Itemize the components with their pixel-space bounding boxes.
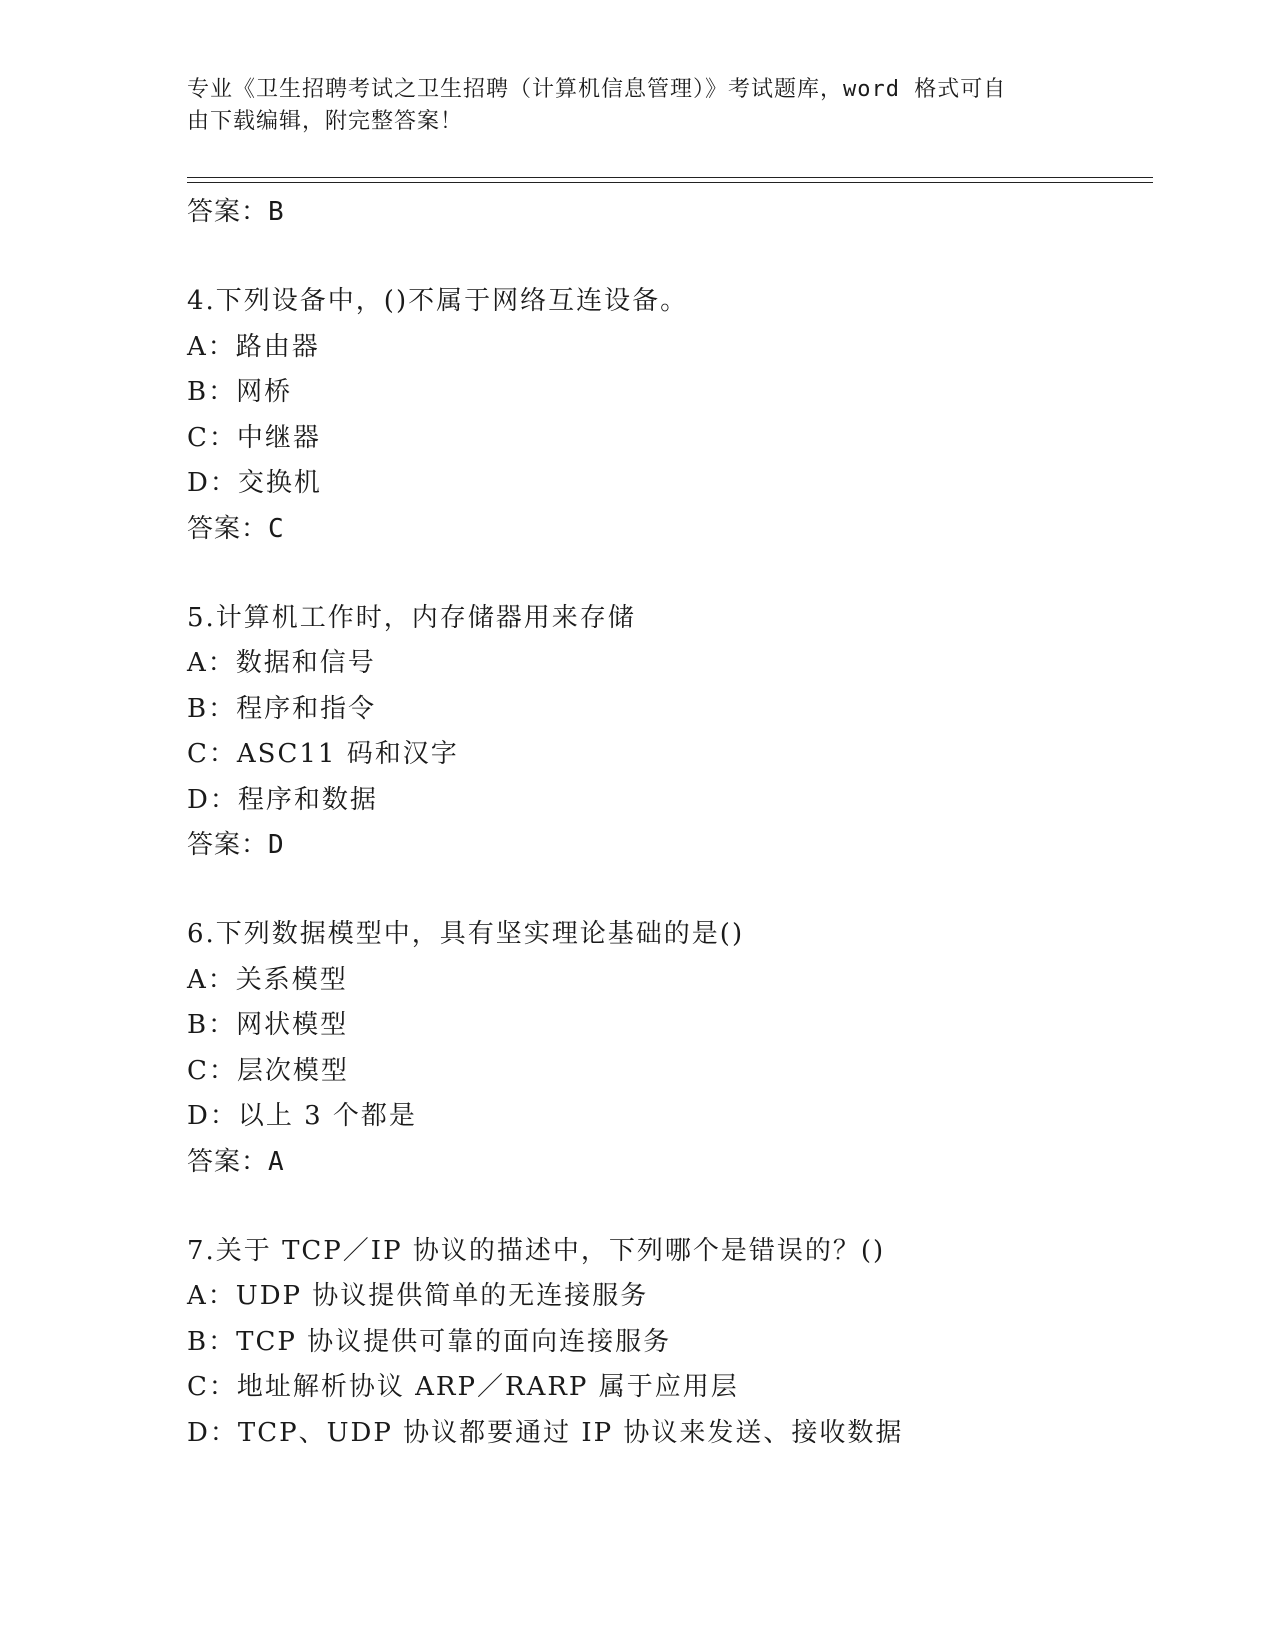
question-block [187,596,1167,868]
option-a: A：路由器 [187,331,320,362]
option-d: D：TCP、UDP 协议都要通过 IP 协议来发送、接收数据 [187,1417,904,1448]
option-b: B：网状模型 [187,1010,349,1040]
option-c: C：ASC11 码和汉字 [187,739,459,769]
question-text: 4.下列设备中，()不属于网络互连设备。 [187,286,689,316]
question-block [187,912,1167,1184]
question-list [187,190,1167,1456]
option-d: D：交换机 [187,468,322,498]
answer-label: 答案：D [187,830,285,860]
header-line-2: 由下载编辑，附完整答案！ [187,109,464,134]
option-b: B：网桥 [187,377,293,407]
option-d: D：程序和数据 [187,784,378,815]
option-c: C：中继器 [187,422,321,453]
option-d: D：以上 3 个都是 [187,1101,417,1131]
header-divider-top [187,177,1153,178]
document-header [187,74,1087,138]
option-c: C：地址解析协议 ARP／RARP 属于应用层 [187,1372,739,1402]
option-b: B：TCP 协议提供可靠的面向连接服务 [187,1326,672,1357]
answer-label: 答案：C [187,513,285,544]
header-line-1: 专业《卫生招聘考试之卫生招聘（计算机信息管理）》考试题库，word 格式可自 [187,77,1007,102]
question-block [187,279,1167,551]
option-a: A：关系模型 [187,964,348,995]
question-text: 5.计算机工作时，内存储器用来存储 [187,602,636,633]
question-text: 7.关于 TCP／IP 协议的描述中，下列哪个是错误的？() [187,1235,886,1266]
answer-label: 答案：B [187,197,285,227]
option-c: C：层次模型 [187,1055,349,1086]
question-text: 6.下列数据模型中，具有坚实理论基础的是() [187,919,745,949]
answer-label: 答案：A [187,1146,285,1177]
option-a: A：数据和信号 [187,648,376,678]
question-block [187,1229,1167,1457]
option-a: A：UDP 协议提供简单的无连接服务 [187,1281,649,1311]
option-b: B：程序和指令 [187,693,377,724]
header-divider-bottom [187,182,1153,183]
